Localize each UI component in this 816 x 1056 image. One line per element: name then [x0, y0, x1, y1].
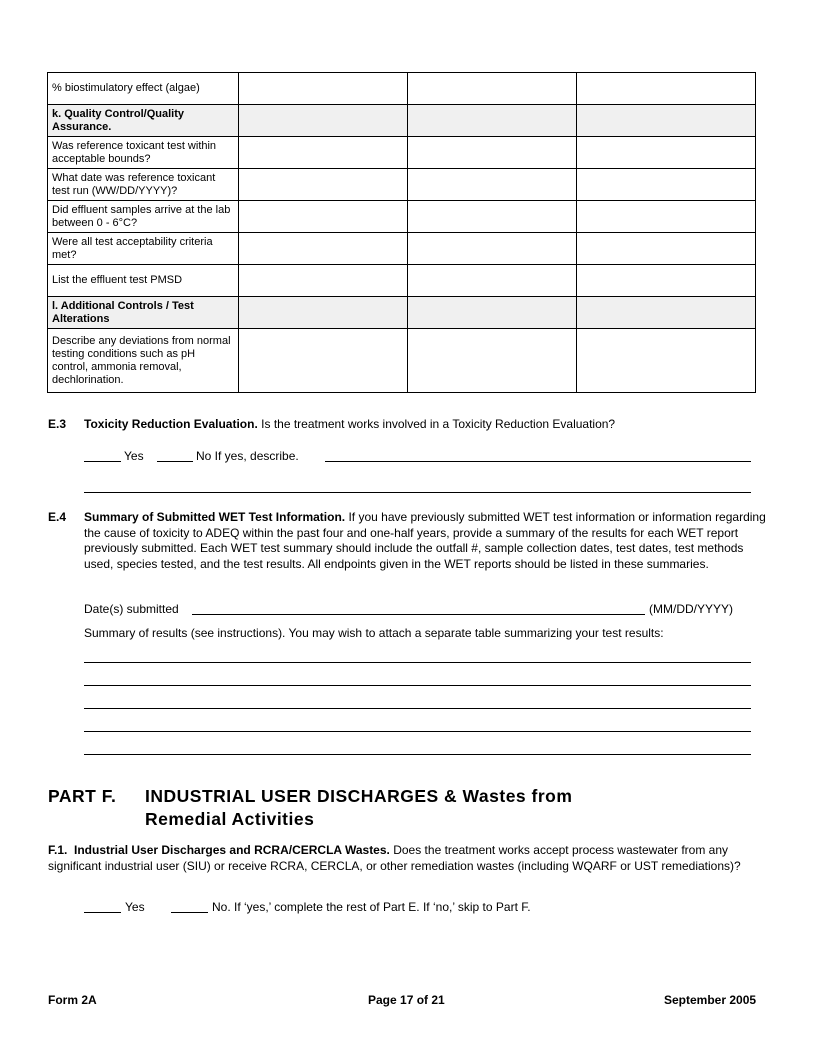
- dates-format-label: (MM/DD/YYYY): [649, 602, 733, 616]
- value-cell[interactable]: [577, 169, 756, 201]
- footer-page: Page 17 of 21: [368, 993, 445, 1007]
- table-row: [48, 329, 756, 393]
- e4-paragraph: [84, 510, 768, 572]
- e4-body: If you have previously submitted WET test information or information regarding the cause of toxicity to ADEQ within the past four and one-half years, provide a summary of the results for each WET report previously submitted. Each WET test summary should include the outfall #, sample collection dates, test dates, test methods used, species tested, and the test results. All endpoints given in the WET reports should be listed in these summaries.: [84, 510, 766, 571]
- f1-no-blank[interactable]: [171, 912, 208, 913]
- dates-submitted-field[interactable]: [192, 614, 645, 615]
- value-cell[interactable]: [239, 169, 408, 201]
- value-cell[interactable]: [408, 137, 577, 169]
- row-label: % biostimulatory effect (algae): [48, 73, 239, 105]
- value-cell[interactable]: [239, 233, 408, 265]
- section-label: k. Quality Control/Quality Assurance.: [48, 105, 239, 137]
- summary-line-2[interactable]: [84, 685, 751, 686]
- table-row: [48, 201, 756, 233]
- section-label: l. Additional Controls / Test Alterations: [48, 297, 239, 329]
- row-label: Did effluent samples arrive at the lab between 0 - 6°C?: [48, 201, 239, 233]
- table-section-row: [48, 105, 756, 137]
- summary-line-1[interactable]: [84, 662, 751, 663]
- wet-test-table: [47, 72, 756, 393]
- dates-submitted-label: Date(s) submitted: [84, 602, 179, 616]
- f1-no-label: No. If ‘yes,’ complete the rest of Part E. If ‘no,’ skip to Part F.: [212, 900, 531, 914]
- e4-title: Summary of Submitted WET Test Information.: [84, 510, 346, 524]
- summary-line-3[interactable]: [84, 708, 751, 709]
- value-cell[interactable]: [408, 73, 577, 105]
- e3-no-blank[interactable]: [157, 461, 193, 462]
- value-cell[interactable]: [408, 329, 577, 393]
- row-label: Was reference toxicant test within acceptable bounds?: [48, 137, 239, 169]
- section-number-e3: E.3: [48, 417, 67, 431]
- row-label: Describe any deviations from normal testing conditions such as pH control, ammonia removal, dechlorination.: [48, 329, 239, 393]
- f1-body: Does the treatment works accept process wastewater from any significant industrial user (SIU) or receive RCRA, CERCLA, or other remediation wastes (including WQARF or UST remediations)?: [48, 843, 741, 873]
- value-cell[interactable]: [408, 169, 577, 201]
- value-cell[interactable]: [577, 137, 756, 169]
- summary-line-4[interactable]: [84, 731, 751, 732]
- footer-form: Form 2A: [48, 993, 97, 1007]
- part-f-title-line1: INDUSTRIAL USER DISCHARGES & Wastes from: [145, 786, 573, 806]
- value-cell[interactable]: [577, 73, 756, 105]
- value-cell[interactable]: [239, 265, 408, 297]
- e3-yes-label: Yes: [124, 449, 144, 463]
- f1-yes-label: Yes: [125, 900, 145, 914]
- value-cell[interactable]: [577, 233, 756, 265]
- table-row: [48, 73, 756, 105]
- f1-title: Industrial User Discharges and RCRA/CERCLA Wastes.: [74, 843, 390, 857]
- f1-paragraph: [48, 843, 764, 874]
- part-f-label: PART F.: [48, 786, 117, 806]
- value-cell[interactable]: [239, 201, 408, 233]
- f1-yes-blank[interactable]: [84, 912, 121, 913]
- value-cell[interactable]: [408, 233, 577, 265]
- e3-describe-line-2[interactable]: [84, 492, 751, 493]
- f1-number: F.1.: [48, 843, 68, 857]
- value-cell[interactable]: [239, 73, 408, 105]
- value-cell[interactable]: [408, 201, 577, 233]
- e3-yes-blank[interactable]: [84, 461, 121, 462]
- value-cell[interactable]: [239, 137, 408, 169]
- table-row: [48, 265, 756, 297]
- value-cell[interactable]: [239, 329, 408, 393]
- e3-no-label: No If yes, describe.: [196, 449, 299, 463]
- value-cell[interactable]: [577, 265, 756, 297]
- part-f-title-line2: Remedial Activities: [145, 809, 315, 829]
- row-label: Were all test acceptability criteria met?: [48, 233, 239, 265]
- section-number-e4: E.4: [48, 510, 67, 524]
- summary-line-5[interactable]: [84, 754, 751, 755]
- value-cell[interactable]: [577, 329, 756, 393]
- e3-describe-line[interactable]: [325, 461, 751, 462]
- table-row: [48, 169, 756, 201]
- table-row: [48, 233, 756, 265]
- value-cell[interactable]: [408, 265, 577, 297]
- footer-date: September 2005: [664, 993, 757, 1007]
- table-row: [48, 137, 756, 169]
- row-label: What date was reference toxicant test run (WW/DD/YYYY)?: [48, 169, 239, 201]
- summary-label: Summary of results (see instructions). You may wish to attach a separate table summarizing your test results:: [84, 626, 664, 640]
- e3-title: Toxicity Reduction Evaluation.: [84, 417, 258, 431]
- table-section-row: [48, 297, 756, 329]
- value-cell[interactable]: [577, 201, 756, 233]
- e3-question: [84, 417, 764, 433]
- row-label: List the effluent test PMSD: [48, 265, 239, 297]
- e3-question-text: Is the treatment works involved in a Toxicity Reduction Evaluation?: [257, 417, 616, 431]
